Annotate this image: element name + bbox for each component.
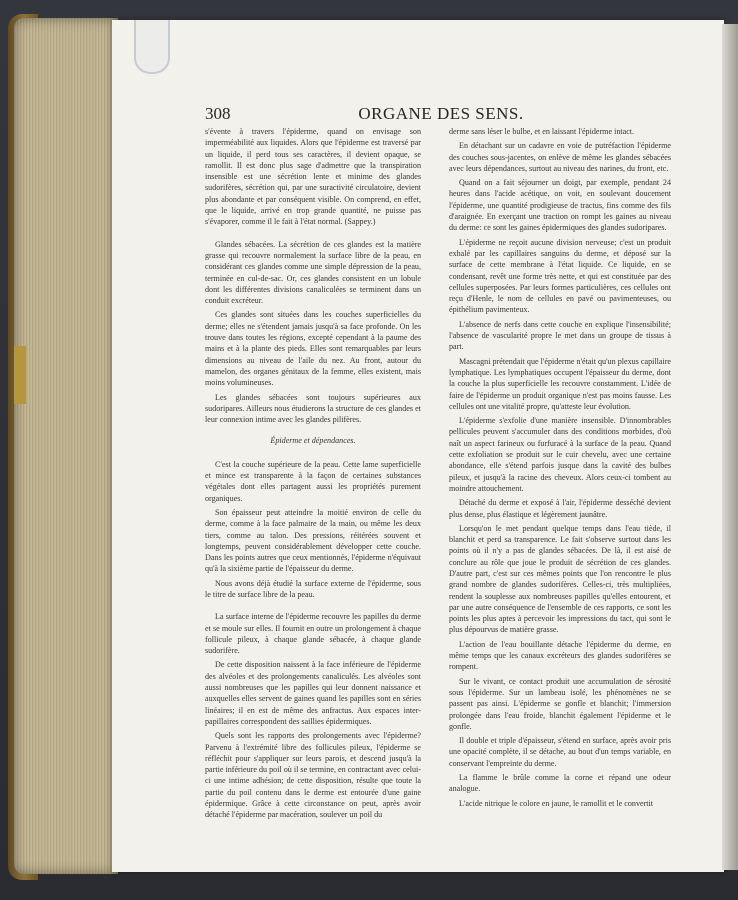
paragraph: L'épiderme s'exfolie d'une manière insensible. D'innombrables pellicules peuvent s'accumuler dans des conditions morbides, d'où naît un aspect farineux ou furfuracé à la surface de la peau. Quand cette exfoliation se produit sur le cuir chevelu, avec une certaine abondance, elle s'étend parfois jusque dans la cavité des bulbes pileux, et jusqu'à la racine des cheveux. Alors ceux-ci tombent au moindre attouchement. xyxy=(449,416,671,493)
paragraph: C'est la couche supérieure de la peau. Cette lame superficielle et mince est transparente à la façon de certaines substances végétales dont elles partagent aussi les propriétés purement organiques. xyxy=(205,459,421,503)
paragraph: Son épaisseur peut atteindre la moitié environ de celle du derme, comme à la face palmaire de la main, ou même les deux tiers, comme au talon. Des pressions, réitérées souvent et longtemps, peuvent considérablement développer cette couche. Dans les points autres que ceux mentionnés, l'épiderme n'équivaut qu'à la sixième partie de l'épaisseur du derme. xyxy=(205,507,421,574)
running-head: ORGANE DES SENS. xyxy=(358,104,524,123)
facing-page-edge xyxy=(722,24,738,870)
paragraph: La surface interne de l'épiderme recouvre les papilles du derme et se moule sur elles. Il fournit en outre un prolongement à chaque follicule pileux, à chaque glande sébacée, à chaque glande sudorifère. xyxy=(205,612,421,656)
paragraph: Glandes sébacées. La sécrétion de ces glandes est la matière grasse qui recouvre normalement la surface libre de la peau, en considérant ces glandes comme une simple dépression de la peau, terminée en cul-de-sac. Or, ces glandes consistent en un lobule dont les différentes divisions canaliculées se terminent dans un conduit excréteur. xyxy=(205,239,421,306)
paragraph: L'acide nitrique le colore en jaune, le ramollit et le convertit xyxy=(459,798,654,808)
paragraph: En détachant sur un cadavre en voie de putréfaction l'épiderme des couches sous-jacentes, on enlève de même les glandes sébacées avec leurs dépendances, surtout au niveau des narines, du front, etc. xyxy=(449,141,671,173)
paragraph: L'absence de nerfs dans cette couche en explique l'insensibilité; l'absence de vascularité propre le met dans un groupe de tissus à part. xyxy=(449,319,671,352)
paragraph: s'évente à travers l'épiderme, quand on envisage son imperméabilité aux liquides. Alors que l'épiderme est traversé par un liquide, il perd tous ses caractères, il devient opaque, se ramollit. Il est donc plus sage d'admettre que la transpiration insensible est une sécrétion lente et minime des glandes sudorifères, sécrétion qui, par une suractivité circulatoire, devient plus abondante et par conséquent visible. On comprend, en effet, que le liquide, arrivé en trop grande quantité, ne puisse pas s'évaporer, comme il le fait à l'état normal. (Sappey.) xyxy=(205,127,421,227)
paragraph: Lorsqu'on le met pendant quelque temps dans l'eau tiède, il blanchit et perd sa transparence. Le fait s'observe surtout dans les points où il n'y a pas de glandes sébacées. De là, il est aisé de conclure au rôle que joue le produit de sécrétion de ces glandes. D'autre part, c'est sur ces mêmes points que l'on rencontre le plus grand nombre de glandes sudorifères. Celles-ci, très multipliées, rendent la souplesse aux nombreuses papilles qu'elles entourent, et par une autre conséquence de l'ensemble de ces rapports, ce sont les points les plus aptes à percevoir les impressions du tact, qui sont le plus dépourvus de matière grasse. xyxy=(449,523,671,635)
page-header xyxy=(205,104,677,126)
paragraph: Il double et triple d'épaisseur, s'étend en surface, après avoir pris une opacité complète, il se détache, au bout d'un temps variable, en conservant l'empreinte du derme. xyxy=(449,736,671,768)
left-column xyxy=(205,126,421,824)
paragraph: L'épiderme ne reçoit aucune division nerveuse; c'est un produit exhalé par les capillaires sanguins du derme, et déposé sur la surface de cette membrane à l'état liquide. Ce liquide, en se condensant, revêt une forme très nette, et qui est constituée par des cellules superposées. Par leurs formes particulières, ces cellules ont reçu d'Henle, le nom de cellules en pavé ou pavimenteuses, ou épithélium pavimenteux. xyxy=(449,237,671,315)
page-number: 308 xyxy=(205,104,231,123)
paragraph: Nous avons déjà étudié la surface externe de l'épiderme, sous le titre de surface libre de la peau. xyxy=(205,578,421,599)
page-stack-edge xyxy=(14,18,118,874)
paragraph: L'action de l'eau bouillante détache l'épiderme du derme, en même temps que les canaux excréteurs des glandes sudorifères se rompent. xyxy=(449,639,671,672)
paragraph: De cette disposition naissent à la face inférieure de l'épiderme des alvéoles et des prolongements canaliculés. Les alvéoles sont aussi nombreuses que les papilles qui leur donnent naissance et auxquelles elles servent de gaines quand les papilles sont en séries linéaires; il en est de même des anfractus. Aux espaces inter-papillaires correspondent des saillies épidermiques. xyxy=(205,660,421,726)
paragraph: Quels sont les rapports des prolongements avec l'épiderme? Parvenu à l'extrémité libre des follicules pileux, l'épiderme se réfléchit pour s'appliquer sur leurs parois, et descend jusqu'à la partie inférieure du poil où il se termine, en contractant avec celui-ci une intime adhésion; de cette disposition, résulte que toute la partie du poil contenu dans le derme est entourée d'une gaine épidermique. Grâce à cette circonstance on peut, après avoir détaché l'épiderme par macération, soulever un poil du xyxy=(205,731,421,820)
paragraph: Sur le vivant, ce contact produit une accumulation de sérosité sous l'épiderme. Sur un lambeau isolé, les phénomènes ne se passent pas ainsi. L'épiderme se gonfle et blanchit; l'immersion prolongée dans l'eau froide, blanchit également l'épiderme et le gonfle. xyxy=(449,676,671,731)
page-clip xyxy=(134,20,170,74)
paragraph: Quand on a fait séjourner un doigt, par exemple, pendant 24 heures dans l'acide acétique, on voit, en soulevant doucement l'épiderme, une quantité prodigieuse de tractus, fins comme des fils d'araignée. En exerçant une traction on rompt les gaines au niveau du derme: ce sont les gaines épidermiques des glandes sudoripares. xyxy=(449,178,671,233)
paragraph: Les glandes sébacées sont toujours supérieures aux sudoripares. Ailleurs nous étudierons la structure de ces glandes et leur connexion intime avec les glandes pilifères. xyxy=(205,392,421,425)
right-column xyxy=(449,126,671,812)
bookmark-tab xyxy=(14,346,26,404)
paragraph: La flamme le brûle comme la corne et répand une odeur analogue. xyxy=(449,773,671,794)
paragraph: Ces glandes sont situées dans les couches superficielles du derme; elles ne s'étendent jamais jusqu'à sa face profonde. On les trouve dans toutes les régions, excepté cependant à la paume des mains et à la plante des pieds. Elles sont remarquables par leurs dimensions au niveau de l'aile du nez. Au front, autour du mamelon, des organes génitaux de la femme, elles existent, mais moins volumineuses. xyxy=(205,310,421,388)
paragraph: Mascagni prétendait que l'épiderme n'était qu'un plexus capillaire lymphatique. Les lymphatiques occupent l'épaisseur du derme, dont la couche la plus superficielle les recouvre constamment. L'idée de faire de l'épiderme un produit organique n'est pas moins fausse. Les cellules ont une vitalité propre, qu'atteste leur évolution. xyxy=(449,356,671,411)
section-title: Épiderme et dépendances. xyxy=(270,436,356,446)
paragraph: Détaché du derme et exposé à l'air, l'épiderme desséché devient plus dense, plus élastique et légèrement jaunâtre. xyxy=(449,498,671,519)
paragraph: derme sans léser le bulbe, et en laissant l'épiderme intact. xyxy=(449,127,635,136)
